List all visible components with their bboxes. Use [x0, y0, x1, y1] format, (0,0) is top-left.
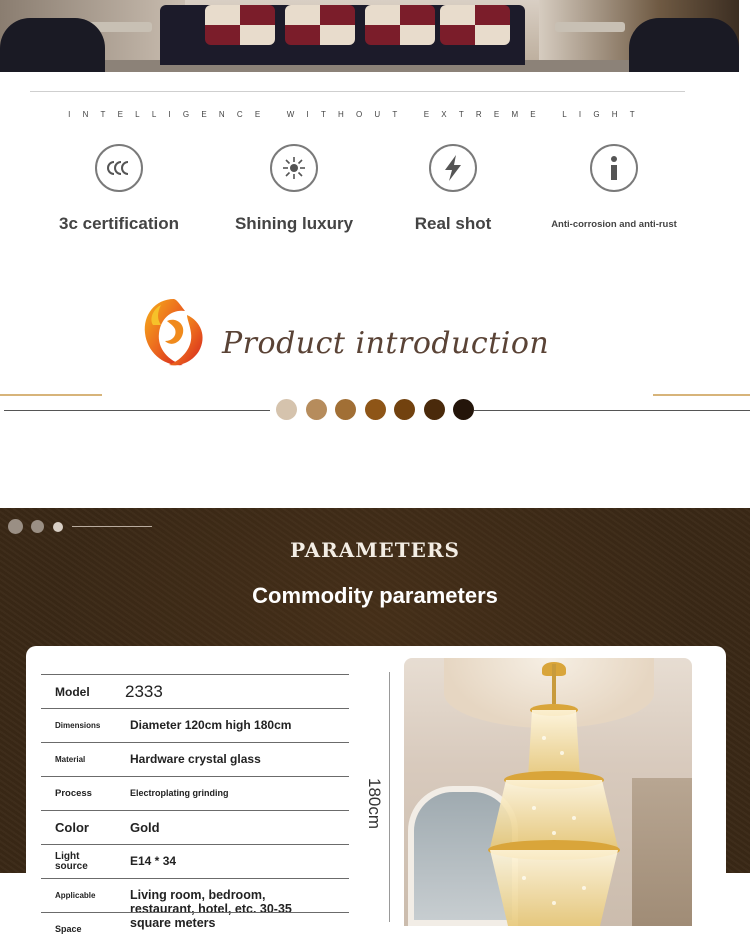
- top-divider: [30, 91, 685, 92]
- gold-accent-line-left: [0, 394, 102, 396]
- param-value: Living room, bedroom, restaurant, hotel, etc. 30-35 square meters: [130, 888, 292, 930]
- sparkle-icon: [270, 144, 318, 192]
- divider-line-left: [4, 410, 270, 411]
- phoenix-logo-icon: [139, 295, 209, 371]
- feature-label: 3c certification: [59, 214, 179, 233]
- decor-line: [72, 526, 152, 527]
- param-key: Material: [55, 754, 86, 764]
- palette-dot-3: [335, 399, 356, 420]
- hero-banner-photo: [0, 0, 739, 72]
- lightning-icon: [429, 144, 477, 192]
- decor-dot: [31, 520, 44, 533]
- palette-dot-1: [276, 399, 297, 420]
- feature-label: Anti-corrosion and anti-rust: [551, 219, 677, 230]
- product-introduction-title: Product introduction: [222, 326, 550, 361]
- ccc-certification-icon: [95, 144, 143, 192]
- table-row: [41, 844, 349, 878]
- feature-3c-certification: [34, 144, 204, 234]
- palette-dot-2: [306, 399, 327, 420]
- param-key: Space: [55, 924, 82, 935]
- parameters-table: [41, 674, 349, 946]
- chandelier-product-photo: [404, 658, 692, 926]
- color-palette-dots: [276, 399, 474, 420]
- param-value: Diameter 120cm high 180cm: [130, 718, 292, 733]
- gold-accent-line-right: [653, 394, 750, 396]
- param-key: Color: [55, 820, 89, 836]
- table-row: [41, 776, 349, 810]
- param-key: Light source: [55, 850, 88, 872]
- height-size-label: 180cm: [365, 778, 384, 830]
- feature-shining-luxury: [209, 144, 379, 234]
- param-key: Process: [55, 788, 92, 800]
- feature-label: Shining luxury: [234, 214, 354, 233]
- palette-dot-7: [453, 399, 474, 420]
- table-row: [41, 810, 349, 844]
- palette-dot-4: [365, 399, 386, 420]
- palette-dot-5: [394, 399, 415, 420]
- info-icon: [590, 144, 638, 192]
- commodity-parameters-subtitle: Commodity parameters: [252, 583, 498, 608]
- param-key: Dimensions: [55, 720, 101, 730]
- feature-label: Real shot: [414, 214, 492, 233]
- parameters-title: PARAMETERS: [290, 538, 460, 562]
- table-row: [41, 912, 349, 946]
- param-value: Hardware crystal glass: [130, 752, 261, 767]
- palette-dot-6: [424, 399, 445, 420]
- table-row: [41, 742, 349, 776]
- table-row: [41, 674, 349, 708]
- param-key: Applicable: [55, 890, 96, 900]
- table-row: [41, 708, 349, 742]
- param-key: Model: [55, 684, 90, 699]
- decor-dot: [8, 519, 23, 534]
- feature-anti-corrosion: [529, 144, 699, 230]
- param-value: Gold: [130, 819, 160, 835]
- divider-line-right: [474, 410, 750, 411]
- size-indicator-line: [389, 672, 390, 922]
- decor-dot: [53, 522, 63, 532]
- tagline: INTELLIGENCE WITHOUT EXTREME LIGHT: [68, 110, 647, 119]
- feature-real-shot: [368, 144, 538, 234]
- param-value: Electroplating grinding: [130, 788, 229, 799]
- param-value: 2333: [125, 681, 163, 701]
- param-value: E14 * 34: [130, 854, 177, 869]
